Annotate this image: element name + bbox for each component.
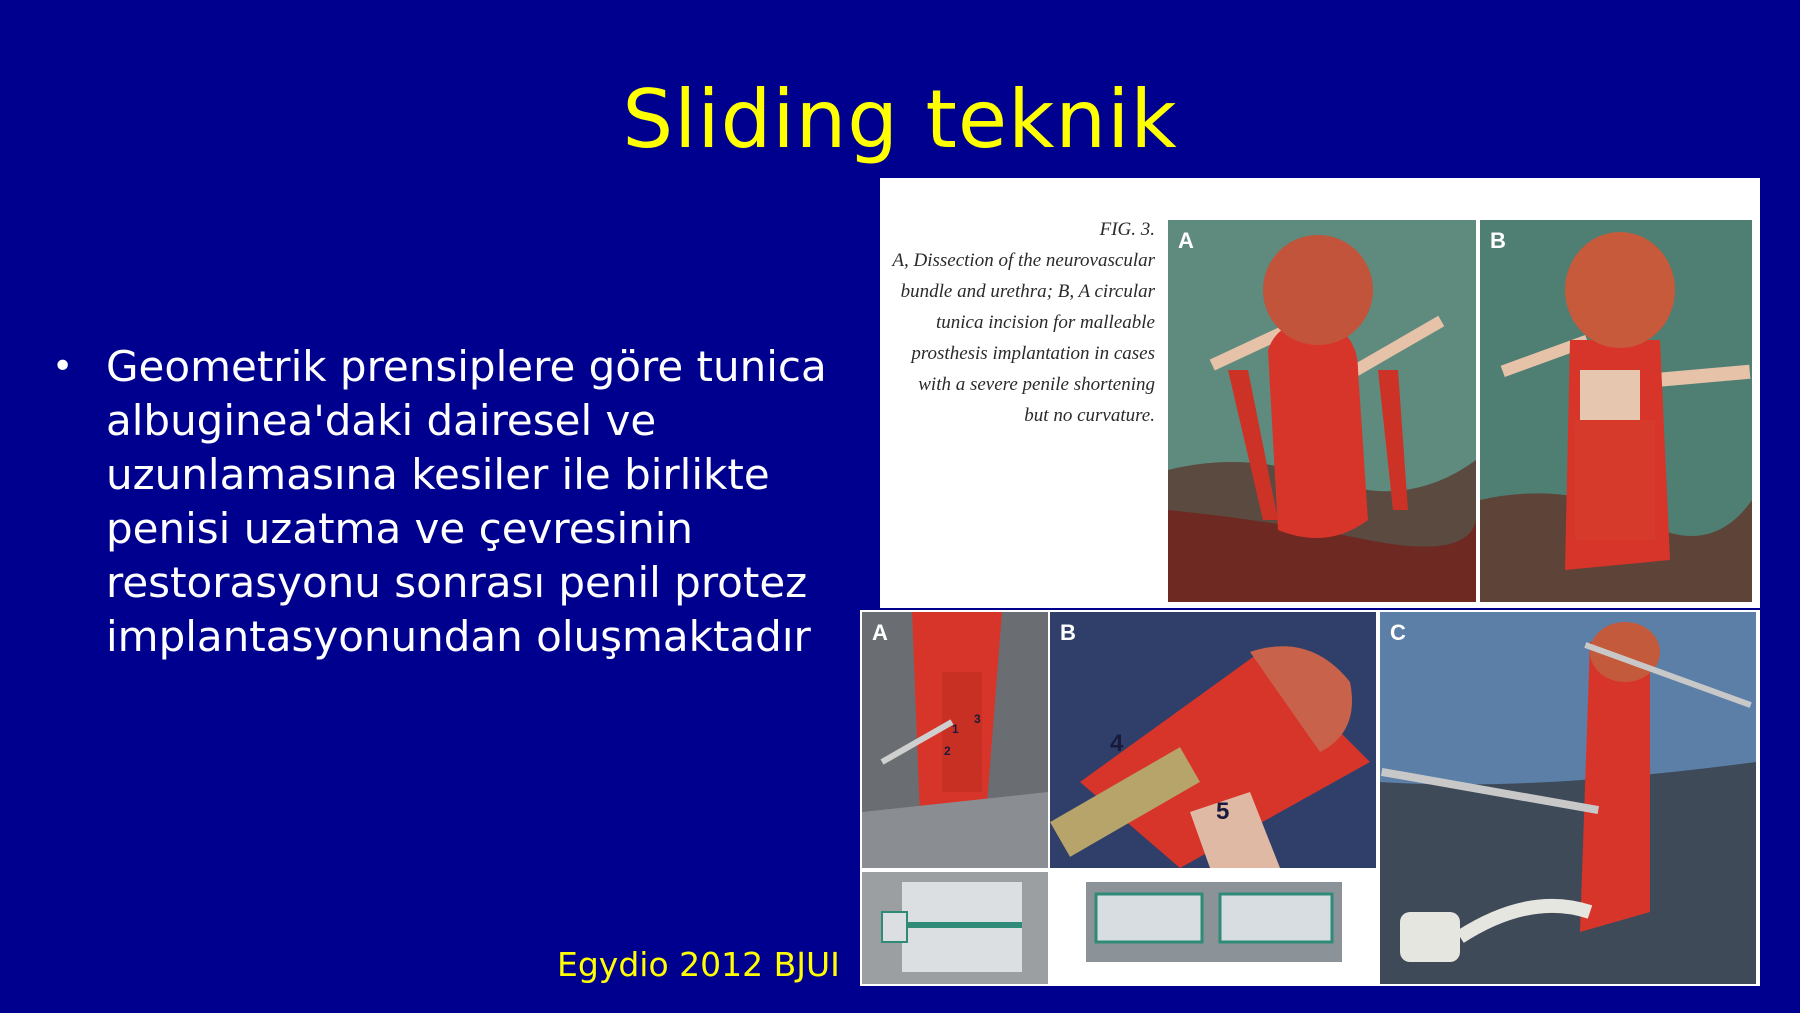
mark-5: 5: [1216, 798, 1230, 825]
surgical-photo-b: [1480, 220, 1752, 602]
surgical-photo-bottom-a-image: [862, 612, 1048, 868]
bottom-panel-label-b: B: [1060, 620, 1076, 645]
surgical-photo-a: [1168, 220, 1476, 602]
surgical-photo-a-image: [1168, 220, 1476, 602]
bullet-text: Geometrik prensiplere göre tunica albuginea'daki dairesel ve uzunlamasına kesiler ile birlikte penisi uzatma ve çevresinin restorasyonu sonrası penil protez implantasyonundan oluşmaktadır: [106, 342, 827, 661]
mark-1: 1: [952, 722, 959, 736]
figure-label: FIG. 3.: [1099, 219, 1155, 240]
slide-title: Sliding teknik: [622, 73, 1178, 166]
figure-caption-text: A, Dissection of the neurovascular bundle and urethra; B, A circular tunica incision for malleable prosthesis implantation in cases with a severe penile shortening but no curvature.: [892, 250, 1155, 426]
bullet-list: [52, 340, 872, 664]
drawing-strip-a: [862, 872, 1048, 984]
figure-top: [880, 178, 1760, 608]
bottom-panel-label-c: C: [1390, 620, 1406, 645]
figure-caption: [890, 214, 1155, 431]
surgical-photo-bottom-c-image: [1380, 612, 1756, 984]
mark-3: 3: [974, 712, 981, 726]
surgical-photo-b-image: [1480, 220, 1752, 602]
surgical-photo-bottom-c: [1380, 612, 1756, 984]
panel-label-b: B: [1490, 228, 1506, 253]
surgical-photo-bottom-a: [862, 612, 1048, 868]
panel-label-a: A: [1178, 228, 1194, 253]
figure-bottom: [860, 610, 1760, 986]
bottom-panel-label-a: A: [872, 620, 888, 645]
bullet-item: [52, 340, 872, 664]
mark-2: 2: [944, 744, 951, 758]
bullet-dot-icon: •: [52, 346, 74, 387]
surgical-photo-bottom-b: [1050, 612, 1376, 868]
mark-4: 4: [1110, 730, 1124, 757]
drawing-strip-a-image: [862, 872, 1048, 984]
surgical-photo-bottom-b-image: [1050, 612, 1376, 868]
drawing-strip-b: [1050, 872, 1376, 984]
citation: Egydio 2012 BJUI: [557, 945, 840, 984]
drawing-strip-b-image: [1050, 872, 1376, 984]
